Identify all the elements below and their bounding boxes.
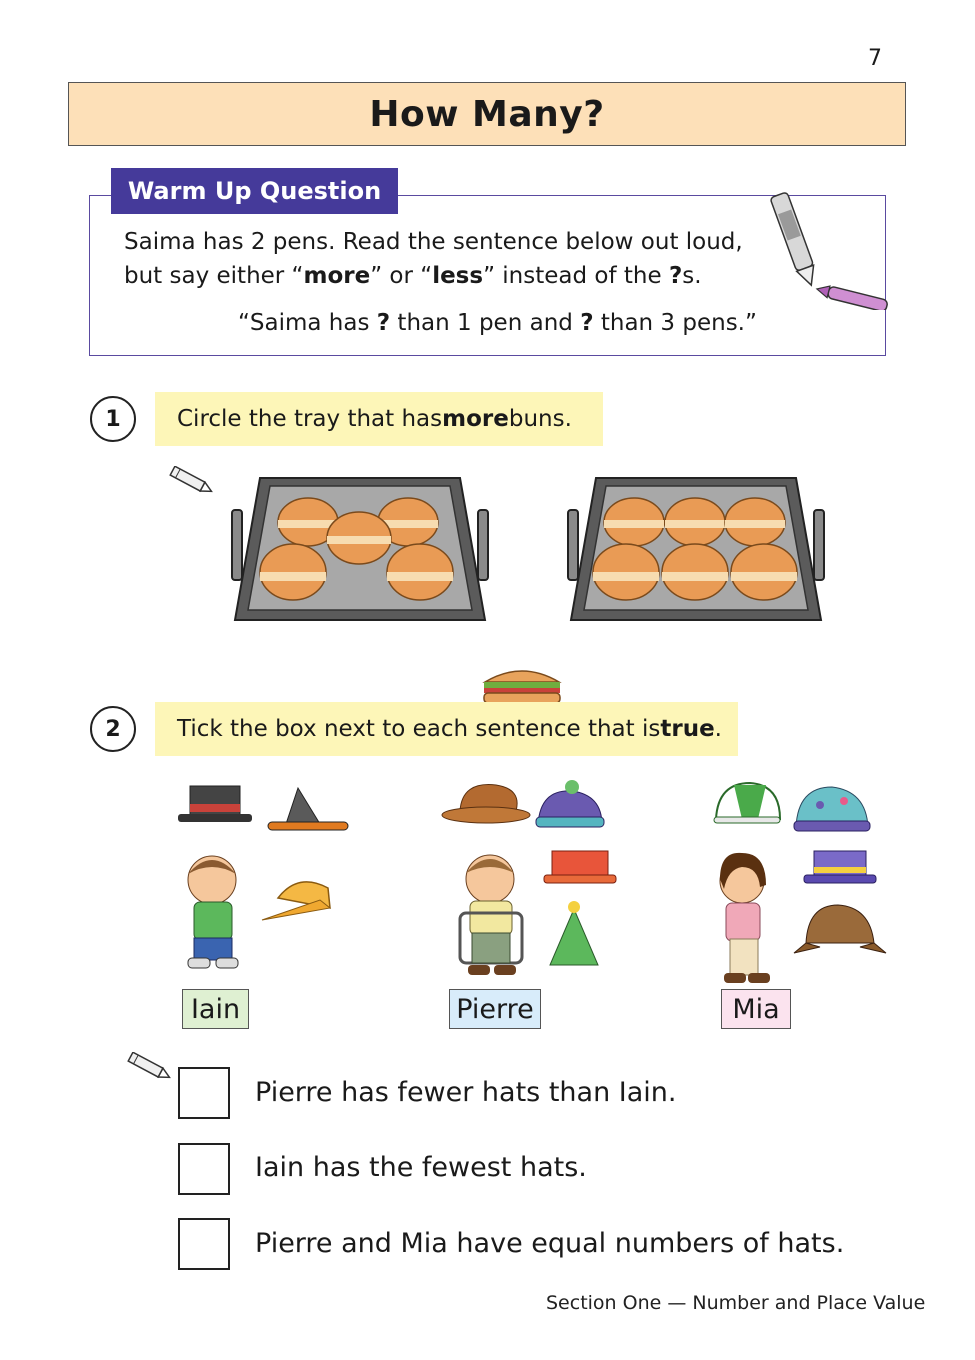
checkbox-statement-3[interactable] [178, 1218, 230, 1270]
name-label-mia: Mia [721, 989, 791, 1029]
bun [665, 498, 725, 546]
page-number: 7 [868, 46, 882, 71]
warm-up-line-3: “Saima has ? than 1 pen and ? than 3 pens.” [238, 310, 757, 336]
witch-hat-icon [268, 788, 348, 830]
checkbox-statement-2[interactable] [178, 1143, 230, 1195]
question-2-prompt: Tick the box next to each sentence that is true . [155, 702, 738, 756]
bun [260, 544, 326, 600]
warm-up-heading: Warm Up Question [111, 168, 398, 214]
statement-3: Pierre and Mia have equal numbers of hats. [255, 1228, 845, 1259]
bun [731, 544, 797, 600]
purple-top-hat-icon [804, 851, 876, 883]
statement-1: Pierre has fewer hats than Iain. [255, 1077, 677, 1108]
baseball-cap-icon [714, 783, 780, 823]
pencil-icon [166, 466, 218, 496]
bun [593, 544, 659, 600]
spotty-hat-icon [794, 787, 870, 831]
statement-2: Iain has the fewest hats. [255, 1152, 587, 1183]
bobble-hat-icon [536, 780, 604, 827]
pencil-icon [124, 1052, 176, 1082]
name-label-pierre: Pierre [449, 989, 541, 1029]
child-mia-icon [720, 853, 770, 983]
warm-up-line-1: Saima has 2 pens. Read the sentence below out loud, [124, 229, 743, 255]
bun [662, 544, 728, 600]
party-hat-icon [550, 901, 598, 965]
title-bar [68, 82, 906, 146]
mia-illustration [710, 775, 895, 990]
question-1-number: 1 [90, 396, 136, 442]
child-pierre-icon [460, 855, 522, 975]
word-less: less [432, 263, 484, 289]
name-label-iain: Iain [182, 989, 249, 1029]
word-true: true [660, 716, 715, 742]
deerstalker-hat-icon [794, 905, 886, 953]
section-footer: Section One — Number and Place Value [546, 1292, 926, 1314]
question-2-number: 2 [90, 706, 136, 752]
word-more: more [303, 263, 371, 289]
bun [327, 512, 391, 564]
page-title: How Many? [369, 93, 605, 135]
bun [725, 498, 785, 546]
pens-icon [750, 190, 895, 310]
warm-up-line-2: but say either “more” or “less” instead of the ?s. [124, 263, 702, 289]
tray-six-buns[interactable] [566, 470, 826, 625]
child-iain-icon [188, 856, 238, 968]
iain-illustration [170, 780, 360, 980]
cap-icon [262, 882, 330, 920]
question-1-prompt: Circle the tray that has more buns. [155, 392, 603, 446]
bun [387, 544, 453, 600]
sandwich-icon [481, 660, 563, 706]
checkbox-statement-1[interactable] [178, 1067, 230, 1119]
tray-five-buns[interactable] [230, 470, 490, 625]
bun [604, 498, 664, 546]
top-hat-icon [178, 786, 252, 822]
cowboy-hat-icon [442, 785, 530, 823]
word-more: more [442, 406, 509, 432]
bucket-hat-icon [544, 851, 616, 883]
pierre-illustration [440, 775, 630, 985]
